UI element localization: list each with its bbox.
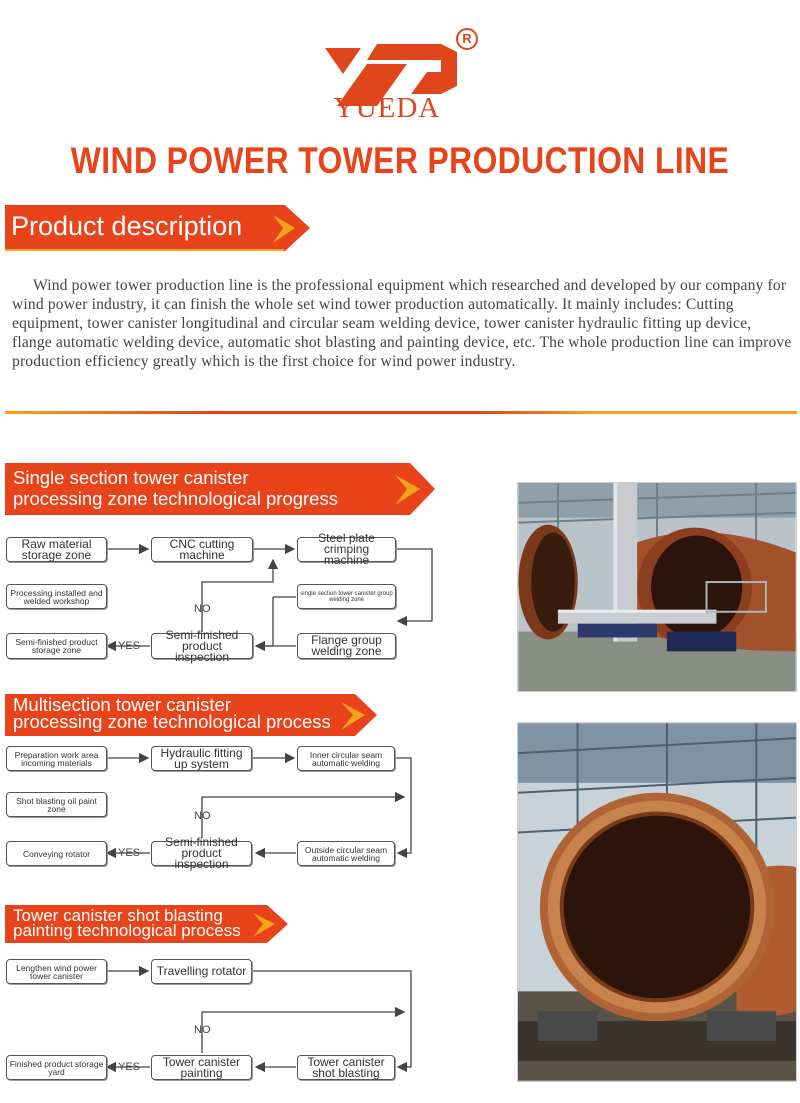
- product-description-heading: Product description: [11, 211, 243, 241]
- flow-box-travelling: Travelling rotator: [151, 959, 252, 984]
- section-blasting-banner: [5, 905, 288, 943]
- yes-label: YES: [118, 847, 141, 859]
- flow-box-hydraulic: Hydraulic fitting up system: [151, 746, 252, 771]
- flow-box-cnc-cutting: CNC cutting machine: [151, 537, 253, 562]
- yes-label: YES: [118, 640, 141, 652]
- flow-box-blasting: Tower canister shot blasting: [297, 1055, 395, 1080]
- flow-box-group-welding: single section tower canister group welding zone: [297, 584, 396, 609]
- section-blasting-title-2: painting technological process: [13, 921, 241, 940]
- flow-box-crimping: Steel plate crimping machine: [297, 537, 396, 562]
- photo-welding-station: [517, 482, 797, 692]
- flow-box-inspection: Semi-finished product inspection: [151, 633, 253, 659]
- section-divider: [5, 410, 797, 415]
- flow-box-inspection-2: Semi-finished product inspection: [151, 841, 252, 866]
- flow-box-shot-blasting: Shot blasting oil paint zone: [6, 792, 107, 817]
- flow-box-inner-seam: Inner circular seam automatic welding: [297, 746, 395, 771]
- yes-label: YES: [118, 1061, 141, 1073]
- no-label: NO: [194, 810, 211, 822]
- flow-box-preparation: Preparation work area incoming materials: [6, 746, 107, 771]
- product-description-banner: [5, 205, 310, 251]
- section-single-title-1: Single section tower canister: [13, 467, 249, 488]
- photo-tower-canister: [517, 722, 797, 1082]
- registered-mark: R: [456, 28, 478, 50]
- product-description-text: Wind power tower production line is the professional equipment which researched and developed by our company for wind power industry, it can finish the whole set wind tower production automatically. It mainly includes: Cutting equipment, tower canister longitudinal and circular seam welding device, tower canister hydraulic fitting up device, flange automatic welding device, automatic shot blasting and painting device, etc. The whole production line can improve production efficiency greatly which is the first choice for wind power industry.: [12, 277, 792, 370]
- flow-box-outside-seam: Outside circular seam automatic welding: [297, 841, 395, 866]
- flow-box-flange: Flange group welding zone: [297, 633, 396, 659]
- no-label: NO: [194, 603, 211, 615]
- page-title: WIND POWER TOWER PRODUCTION LINE: [70, 140, 730, 181]
- section-multi-title-2: processing zone technological process: [13, 711, 331, 732]
- flow-box-finished: Finished product storage yard: [6, 1055, 107, 1080]
- brand-name: YUEDA: [333, 92, 441, 124]
- flow-box-lengthen: Lengthen wind power tower canister: [6, 959, 107, 984]
- flow-box-painting: Tower canister painting: [151, 1055, 252, 1080]
- flow-box-workshop: Processing installed and welded workshop: [6, 584, 107, 609]
- flow-box-conveying: Conveying rotator: [6, 841, 107, 866]
- section-blasting-title-1: Tower canister shot blasting: [13, 906, 223, 925]
- section-single-title-2: processing zone technological progress: [13, 488, 338, 509]
- section-multi-title-1: Multisection tower canister: [13, 694, 231, 715]
- section-single-banner: [5, 463, 435, 515]
- section-multi-banner: [5, 694, 377, 736]
- no-label: NO: [194, 1024, 211, 1036]
- flow-box-storage: Semi-finished product storage zone: [6, 633, 107, 659]
- flow-box-raw-material: Raw material storage zone: [6, 537, 107, 562]
